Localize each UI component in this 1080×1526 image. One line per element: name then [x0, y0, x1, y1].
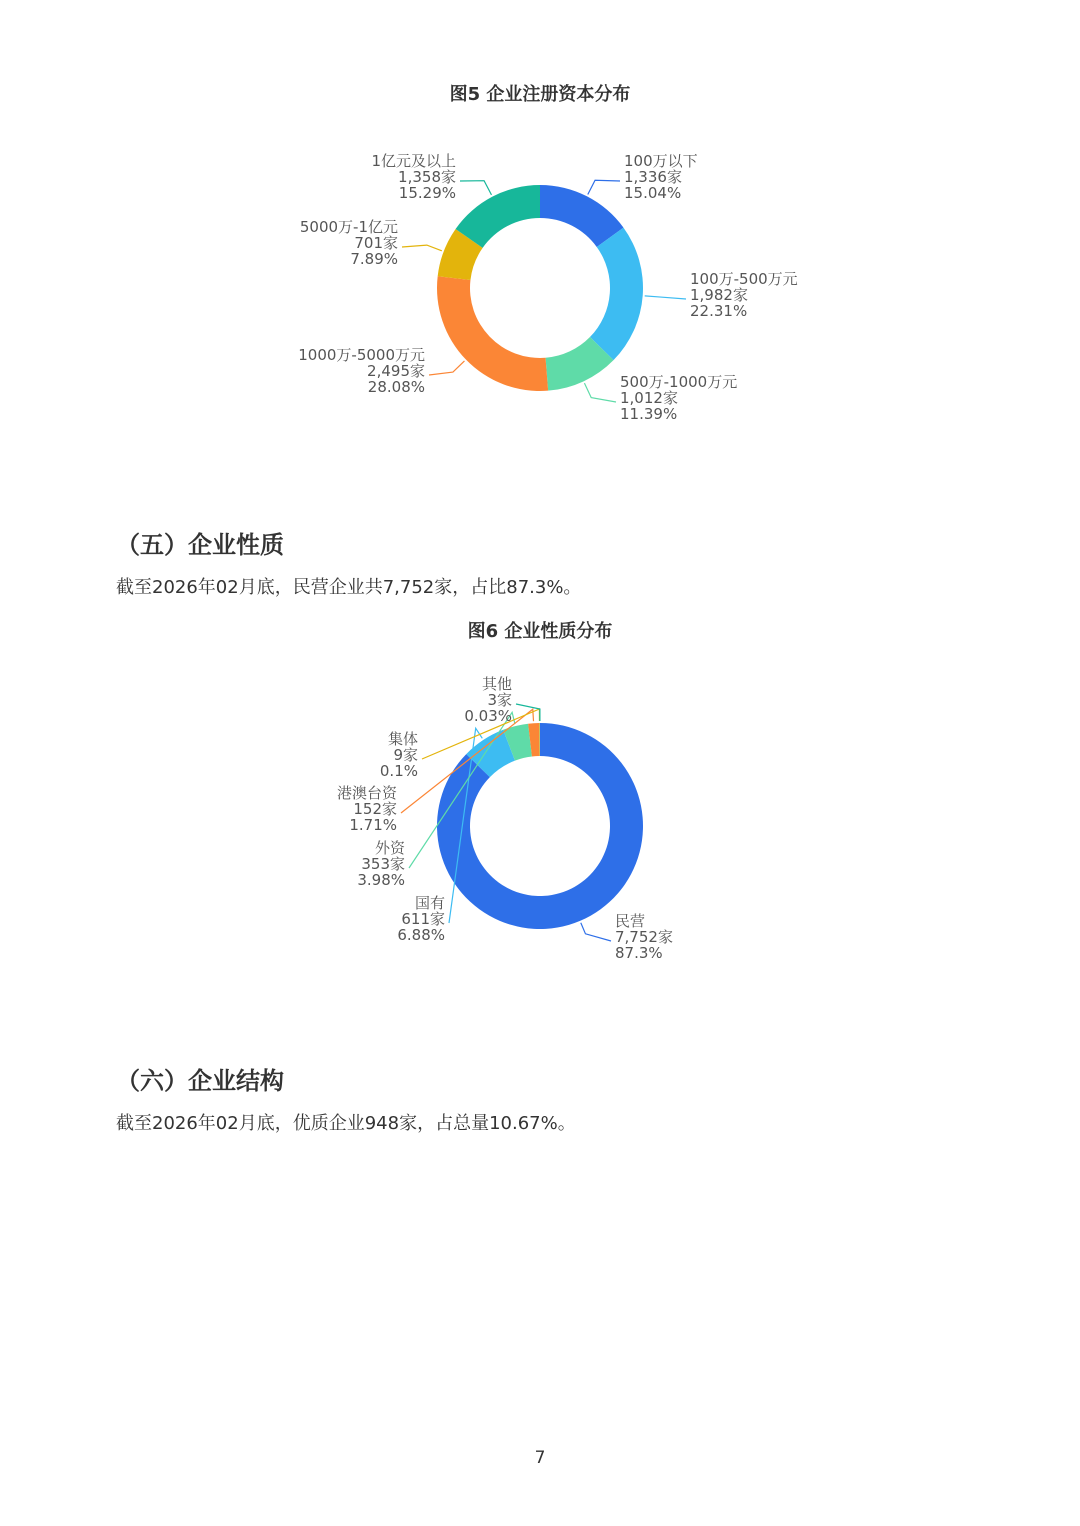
chart-title-capital: 图5 企业注册资本分布 — [449, 84, 631, 105]
capital-donut-chart — [0, 140, 1080, 440]
page-number: 7 — [534, 1448, 546, 1468]
leader-line — [581, 923, 611, 941]
slice-percent: 28.08% — [367, 378, 425, 396]
leader-line — [402, 245, 442, 251]
slice-label: 集体 — [387, 730, 418, 748]
slice-count: 701家 — [354, 234, 398, 252]
section-heading-nature: （五）企业性质 — [116, 531, 284, 559]
slice-label: 港澳台资 — [336, 784, 397, 802]
slice-label: 国有 — [414, 894, 445, 912]
slice-count: 7,752家 — [615, 928, 673, 946]
slice-label: 100万以下 — [624, 152, 698, 170]
leader-line — [645, 296, 686, 299]
slice-count: 611家 — [401, 910, 445, 928]
leader-line — [460, 181, 491, 195]
chart-title-nature: 图6 企业性质分布 — [467, 621, 613, 642]
slice-count: 353家 — [361, 855, 405, 873]
slice-count: 3家 — [487, 691, 512, 709]
pie-slice — [437, 276, 548, 391]
slice-percent: 11.39% — [620, 405, 678, 423]
paragraph-structure: 截至2026年02月底，优质企业948家，占总量10.67%。 — [116, 1113, 576, 1134]
slice-percent: 3.98% — [357, 871, 405, 889]
slice-label: 外资 — [374, 839, 405, 857]
slice-percent: 1.71% — [349, 816, 397, 834]
leader-line — [584, 383, 616, 402]
nature-donut-chart — [0, 665, 1080, 975]
slice-percent: 22.31% — [690, 302, 748, 320]
slice-label: 500万-1000万元 — [620, 373, 738, 391]
slice-percent: 15.04% — [624, 184, 682, 202]
slice-percent: 7.89% — [350, 250, 398, 268]
slice-percent: 0.1% — [379, 762, 418, 780]
slice-percent: 0.03% — [464, 707, 512, 725]
slice-count: 1,358家 — [398, 168, 456, 186]
section-heading-structure: （六）企业结构 — [116, 1067, 284, 1095]
pie-slice — [590, 228, 643, 360]
slice-label: 100万-500万元 — [690, 270, 798, 288]
slice-percent: 87.3% — [615, 944, 663, 962]
paragraph-nature: 截至2026年02月底，民营企业共7,752家，占比87.3%。 — [116, 577, 582, 598]
slice-count: 152家 — [353, 800, 397, 818]
leader-line — [429, 361, 464, 375]
slice-label: 1000万-5000万元 — [298, 346, 425, 364]
slice-percent: 6.88% — [397, 926, 445, 944]
slice-count: 1,982家 — [690, 286, 748, 304]
slice-label: 民营 — [615, 912, 646, 930]
slice-percent: 15.29% — [398, 184, 456, 202]
slice-count: 1,336家 — [624, 168, 682, 186]
slice-label: 其他 — [481, 675, 512, 693]
slice-label: 5000万-1亿元 — [299, 218, 398, 236]
leader-line — [588, 180, 620, 194]
slice-count: 9家 — [393, 746, 418, 764]
slice-label: 1亿元及以上 — [371, 152, 456, 170]
slice-count: 1,012家 — [620, 389, 678, 407]
slice-count: 2,495家 — [367, 362, 425, 380]
